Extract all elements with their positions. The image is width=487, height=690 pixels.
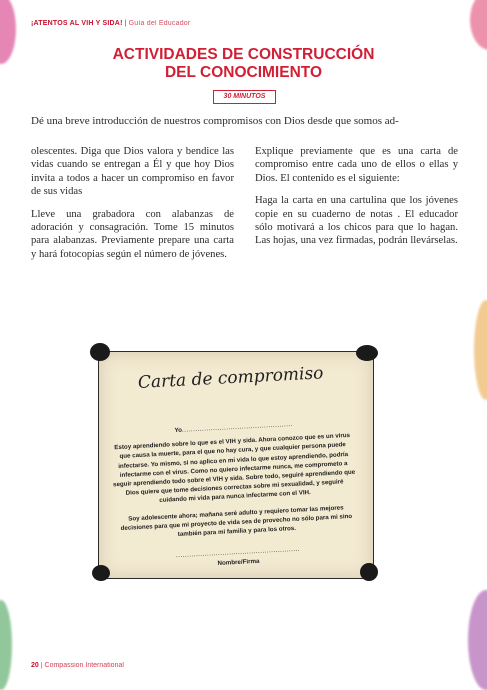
page-footer <box>31 662 124 669</box>
running-header <box>31 20 190 27</box>
header-subtitle: Guía del Educador <box>128 20 191 27</box>
header-brand: ¡ATENTOS AL VIH Y SIDA! <box>31 20 123 27</box>
decorative-splash-bottom-left <box>0 600 12 690</box>
left-paragraph-2: Lleve una grabadora con alabanzas de adoración y consagración. Tome 15 minutos para alabanzas. Previamente prepare una carta y hará fotocopias según el número de jóvenes. <box>31 208 234 260</box>
decorative-splash-bottom-right <box>468 590 487 690</box>
letter-paragraph-1: Estoy aprendiendo sobre lo que es el VIH y sida. Ahora conozco que es un virus que causa la muerte, para el que no hay cura, y que cualquier persona puede infectarse. Yo mismo, si no aplico en mi vida lo que estoy aprendiendo, podría infectarme con el virus. Como no quiero infectarme nunca, me comprometo a seguir aprendiendo todo sobre el VIH y sida. Sobre todo, seguiré aprendiendo que Dios quiere que tome decisiones correctas sobre mi sexualidad, y seguiré cuidando mi vida para nunca infectarme con el VIH. <box>112 432 356 505</box>
letter-yo-label: Yo <box>174 426 183 435</box>
left-paragraph-1: olescentes. Diga que Dios valora y bendice las vidas cuando se entregan a Él y que hoy Dios invita a todos a hacer un compromiso en favor de sus vidas <box>31 146 234 198</box>
right-paragraph-1: Explique previamente que es una carta de compromiso entre cada uno de ellos o ellas y Dios. El contenido es el siguiente: <box>255 146 458 184</box>
commitment-letter-card <box>98 351 374 579</box>
page-title-line-2: DEL CONOCIMIENTO <box>164 64 323 81</box>
signature-label: Nombre/Firma <box>217 558 260 568</box>
page-number: 20 <box>31 662 39 669</box>
left-column <box>31 145 234 270</box>
footer-organization: Compassion International <box>44 662 124 669</box>
ink-blot-top-right <box>356 345 378 361</box>
right-paragraph-2: Haga la carta en una cartulina que los jóvenes copie en su cuaderno de notas . El educador sólo motivará a los chicos para que lo hagan. Las hojas, una vez firmadas, podrán llevárselas. <box>255 195 458 247</box>
letter-paragraph-2: Soy adolescente ahora; mañana seré adulto y requiero tomar las mejores decisiones para que mi proyecto de vida sea de provecho no sólo para mi sino también para mi familia y para los otros. <box>120 503 353 539</box>
duration-badge: 30 MINUTOS <box>213 90 276 104</box>
decorative-splash-right <box>474 300 487 400</box>
page-title-line-1: ACTIVIDADES DE CONSTRUCCIÓN <box>112 46 375 63</box>
letter-yo-dots: .................................................. <box>181 420 293 434</box>
letter-body <box>108 417 361 574</box>
right-column <box>255 145 458 257</box>
footer-separator: | <box>40 662 43 669</box>
ink-blot-bottom-left <box>92 565 110 581</box>
ink-blot-bottom-right <box>360 563 378 581</box>
page-title <box>0 46 487 82</box>
ink-blot-top-left <box>90 343 110 361</box>
intro-paragraph: Dé una breve introducción de nuestros compromisos con Dios desde que somos ad- <box>31 115 399 127</box>
letter-title: Carta de compromiso <box>137 363 324 393</box>
header-separator: | <box>124 20 127 27</box>
signature-line: ........................................................ <box>175 545 301 560</box>
decorative-splash-top-right <box>470 0 487 50</box>
